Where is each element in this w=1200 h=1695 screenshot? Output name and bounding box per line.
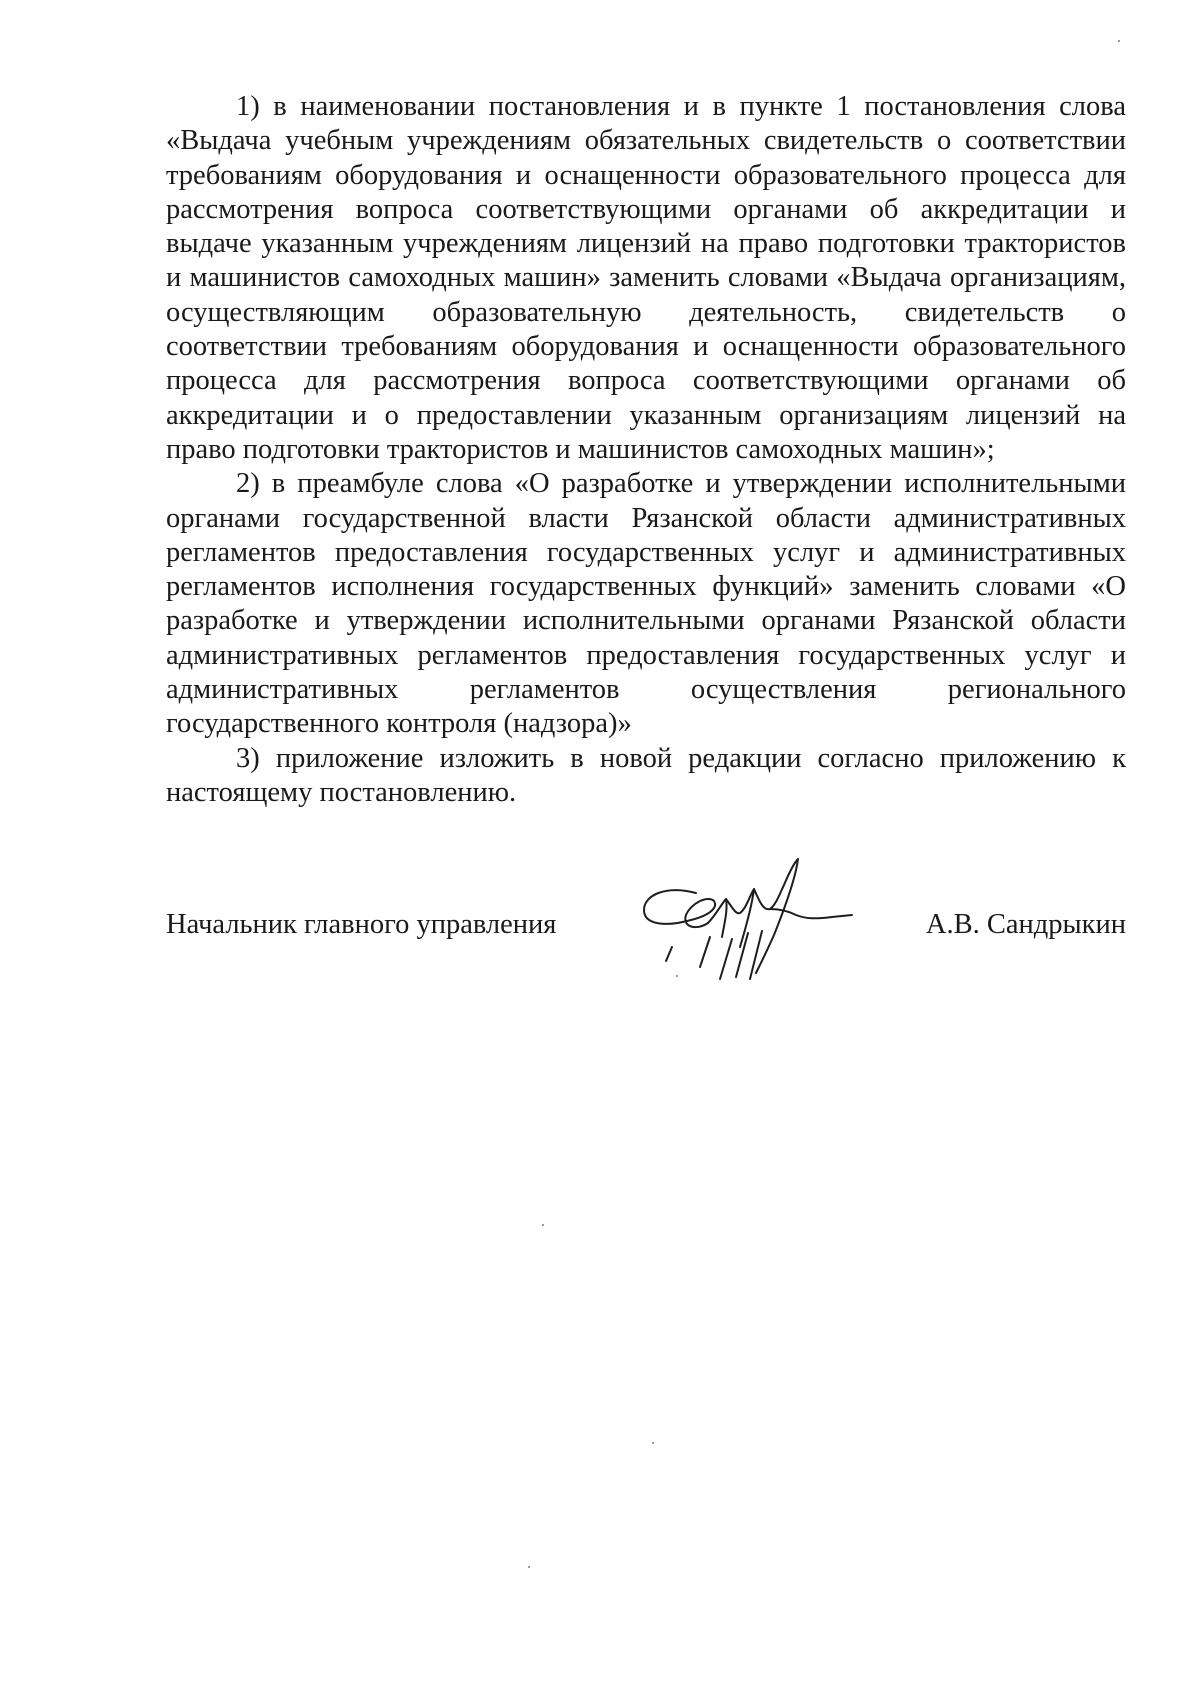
document-body [166, 90, 1126, 810]
signatory-position: Начальник главного управления [166, 909, 557, 940]
signatory-name: А.В. Сандрыкин [925, 909, 1126, 940]
signature-block [166, 855, 1126, 995]
paragraph-3: 3) приложение изложить в новой редакции согласно приложению к настоящему постановлению. [166, 742, 1126, 808]
scan-speck [652, 1442, 654, 1444]
scan-speck [676, 975, 678, 977]
handwritten-signature [636, 855, 866, 985]
scan-speck [1118, 40, 1120, 42]
paragraph-2: 2) в преамбуле слова «О разработке и утверждении исполнительными органами государственной власти Рязанской области административных регламентов предоставления государственных услуг и административных регламентов исполнения государственных функций» заменить словами «О разработке и утверждении исполнительными органами Рязанской области административных регламентов предоставления государственных услуг и административных регламентов осуществления регионального государственного контроля (надзора)» [166, 468, 1126, 740]
scan-speck [542, 1224, 544, 1226]
paragraph-1: 1) в наименовании постановления и в пункте 1 постановления слова «Выдача учебным учреждениям обязательных свидетельств о соответствии требованиям оборудования и оснащенности образовательного процесса для рассмотрения вопроса соответствующими органами об аккредитации и выдаче указанным учреждениям лицензий на право подготовки трактористов и машинистов самоходных машин» заменить словами «Выдача организациям, осуществляющим образовательную деятельность, свидетельств о соответствии требованиям оборудования и оснащенности образовательного процесса для рассмотрения вопроса соответствующими органами об аккредитации и о предоставлении указанным организациям лицензий на право подготовки трактористов и машинистов самоходных машин»; [166, 91, 1126, 465]
scan-speck [528, 1566, 530, 1568]
